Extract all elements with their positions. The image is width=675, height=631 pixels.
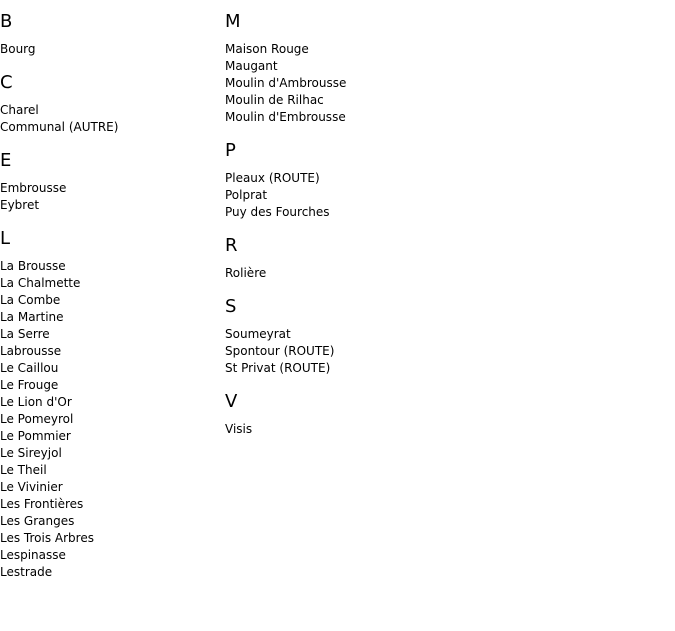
place-name: Bourg <box>0 42 36 56</box>
place-name: La Brousse <box>0 259 66 273</box>
letter-group-r <box>225 235 645 282</box>
place-name: Le Theil <box>0 463 47 477</box>
place-list <box>225 265 645 282</box>
place-name: Le Pomeyrol <box>0 412 74 426</box>
place-name: St Privat (ROUTE) <box>225 361 331 375</box>
place-name: Maison Rouge <box>225 42 309 56</box>
letter-heading: S <box>225 296 237 317</box>
letter-group-c <box>0 72 220 136</box>
place-name: Les Frontières <box>0 497 84 511</box>
letter-group-s <box>225 296 645 377</box>
place-name: Rolière <box>225 266 267 280</box>
place-name: Moulin de Rilhac <box>225 93 324 107</box>
letter-heading: M <box>225 11 241 32</box>
place-name: Moulin d'Embrousse <box>225 110 346 124</box>
place-list <box>0 258 220 581</box>
place-name: Maugant <box>225 59 278 73</box>
place-name: La Combe <box>0 293 61 307</box>
letter-heading: C <box>0 72 13 93</box>
letter-heading: L <box>0 228 11 249</box>
place-name: Pleaux (ROUTE) <box>225 171 320 185</box>
place-name: Les Trois Arbres <box>0 531 94 545</box>
letter-group-p <box>225 140 645 221</box>
letter-group-b <box>0 11 220 58</box>
index-column-left <box>0 0 220 581</box>
place-name: Puy des Fourches <box>225 205 330 219</box>
place-name: Le Sireyjol <box>0 446 62 460</box>
place-name: Charel <box>0 103 39 117</box>
place-name: La Serre <box>0 327 50 341</box>
place-name: Les Granges <box>0 514 75 528</box>
index-column-right <box>225 0 645 438</box>
letter-heading: E <box>0 150 12 171</box>
place-name: Le Vivinier <box>0 480 63 494</box>
place-name: Le Pommier <box>0 429 71 443</box>
place-list <box>0 180 220 214</box>
place-name: Communal (AUTRE) <box>0 120 119 134</box>
place-list <box>225 421 645 438</box>
place-name: Soumeyrat <box>225 327 291 341</box>
place-name: Visis <box>225 422 253 436</box>
place-list <box>225 326 645 377</box>
place-name: Le Caillou <box>0 361 59 375</box>
place-name: Labrousse <box>0 344 62 358</box>
place-name: La Chalmette <box>0 276 81 290</box>
place-name: Lestrade <box>0 565 53 579</box>
place-name: Le Lion d'Or <box>0 395 72 409</box>
place-list <box>225 41 645 126</box>
place-name: Lespinasse <box>0 548 66 562</box>
place-name: Embrousse <box>0 181 67 195</box>
letter-heading: P <box>225 140 236 161</box>
letter-group-l <box>0 228 220 581</box>
place-list <box>0 102 220 136</box>
place-name: Polprat <box>225 188 268 202</box>
place-name: Spontour (ROUTE) <box>225 344 335 358</box>
place-name: Le Frouge <box>0 378 59 392</box>
place-list <box>0 41 220 58</box>
place-list <box>225 170 645 221</box>
letter-heading: B <box>0 11 13 32</box>
letter-heading: V <box>225 391 238 412</box>
place-name: Moulin d'Ambrousse <box>225 76 347 90</box>
letter-group-m <box>225 11 645 126</box>
place-name: Eybret <box>0 198 40 212</box>
letter-heading: R <box>225 235 238 256</box>
letter-group-e <box>0 150 220 214</box>
letter-group-v <box>225 391 645 438</box>
place-name: La Martine <box>0 310 64 324</box>
